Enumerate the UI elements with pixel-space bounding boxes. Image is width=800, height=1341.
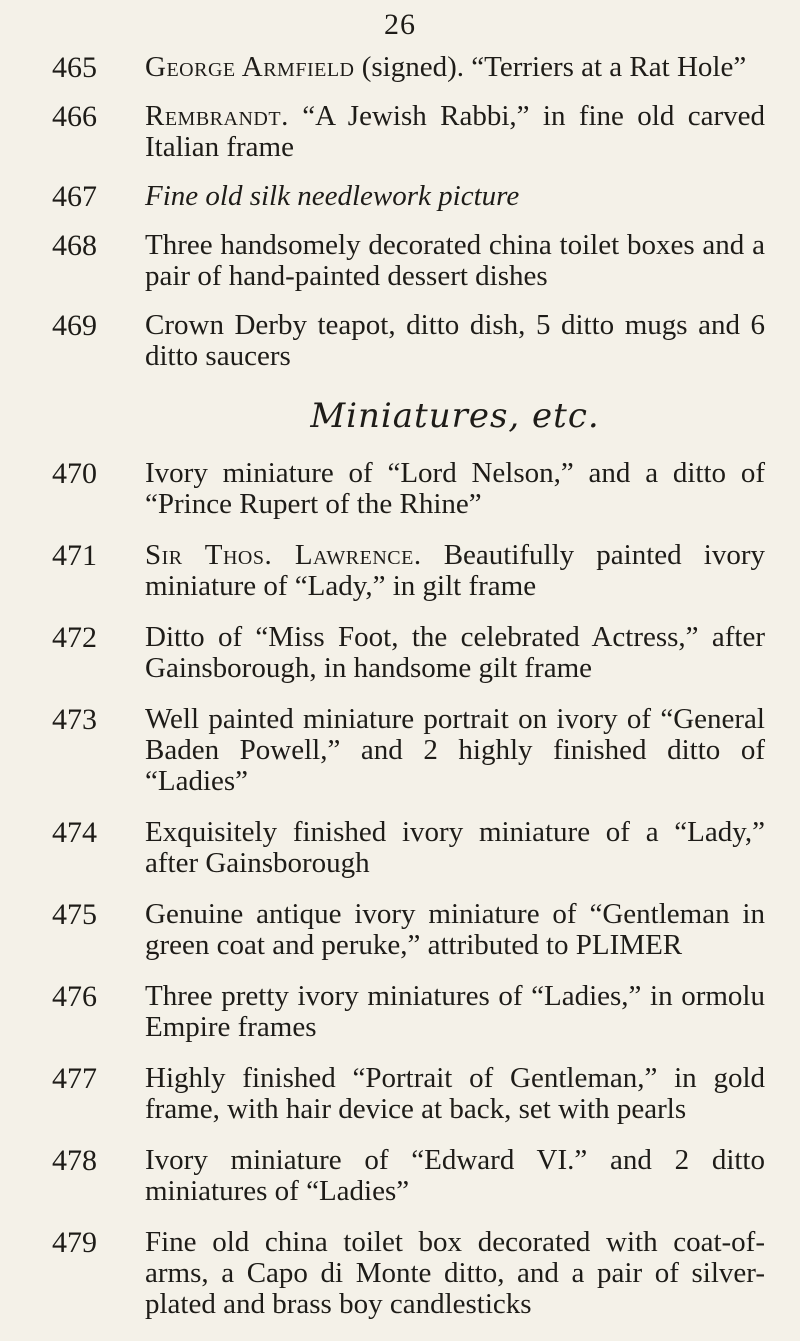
lot-number: 475	[52, 898, 97, 931]
lot-artist: George Armfield	[145, 51, 355, 83]
lot-number: 471	[52, 539, 97, 572]
lot-number: 479	[52, 1226, 97, 1259]
lot-number: 466	[52, 100, 97, 133]
page-number: 26	[384, 8, 416, 41]
lots-group-before	[0, 52, 800, 372]
lot-text: (signed). “Terriers at a Rat Hole”	[354, 51, 747, 83]
lot-text: “A Jewish Rabbi,” in fine old carved Italian frame	[145, 100, 765, 163]
lot-entry	[0, 817, 800, 879]
lot-text: Exquisitely finished ivory miniature of a “Lady,” after Gainsborough	[145, 816, 765, 879]
lot-description	[145, 1063, 765, 1125]
lot-description	[145, 1145, 765, 1207]
lot-description	[145, 230, 765, 292]
lot-entry	[0, 1063, 800, 1125]
lots-group-after	[0, 458, 800, 1320]
lot-text: Beautifully painted ivory miniature of “Lady,” in gilt frame	[145, 539, 765, 602]
lot-description	[145, 181, 765, 212]
lot-number: 474	[52, 816, 97, 849]
lot-entry	[0, 540, 800, 602]
lot-number: 469	[52, 309, 97, 342]
lot-artist: Sir Thos. Lawrence.	[145, 539, 422, 571]
lot-entry	[0, 52, 800, 83]
lot-text: Ivory miniature of “Lord Nelson,” and a ditto of “Prince Rupert of the Rhine”	[145, 457, 765, 520]
lot-entry	[0, 181, 800, 212]
lot-text: Well painted miniature portrait on ivory of “General Baden Powell,” and 2 highly finished ditto of “Ladies”	[145, 703, 765, 797]
lot-entry	[0, 310, 800, 372]
lot-number: 470	[52, 457, 97, 490]
lot-entry	[0, 101, 800, 163]
lot-number: 472	[52, 621, 97, 654]
lot-description	[145, 1227, 765, 1320]
lot-number: 478	[52, 1144, 97, 1177]
lot-entry	[0, 981, 800, 1043]
lot-text: Crown Derby teapot, ditto dish, 5 ditto mugs and 6 ditto saucers	[145, 309, 765, 372]
lot-text: Three handsomely decorated china toilet boxes and a pair of hand-painted dessert dishes	[145, 229, 765, 292]
lot-list	[0, 52, 800, 1340]
lot-entry	[0, 1145, 800, 1207]
lot-artist: Rembrandt.	[145, 100, 289, 132]
lot-description	[145, 622, 765, 684]
lot-description	[145, 817, 765, 879]
lot-text: Three pretty ivory miniatures of “Ladies,” in ormolu Empire frames	[145, 980, 765, 1043]
lot-number: 476	[52, 980, 97, 1013]
lot-text: Genuine antique ivory miniature of “Gentleman in green coat and peruke,” attributed to PLIMER	[145, 898, 765, 961]
lot-entry	[0, 458, 800, 520]
lot-text: Fine old china toilet box decorated with coat-of-arms, a Capo di Monte ditto, and a pair of silver-plated and brass boy candlesticks	[145, 1226, 765, 1320]
lot-description	[145, 704, 765, 797]
lot-number: 467	[52, 180, 97, 213]
lot-entry	[0, 1227, 800, 1320]
lot-number: 477	[52, 1062, 97, 1095]
lot-description	[145, 101, 765, 163]
lot-number: 473	[52, 703, 97, 736]
lot-number: 465	[52, 51, 97, 84]
lot-entry	[0, 899, 800, 961]
lot-entry	[0, 622, 800, 684]
lot-description	[145, 458, 765, 520]
section-heading: Miniatures, etc.	[310, 396, 600, 436]
lot-number: 468	[52, 229, 97, 262]
lot-description	[145, 540, 765, 602]
lot-description	[145, 310, 765, 372]
lot-description	[145, 899, 765, 961]
lot-text: Ivory miniature of “Edward VI.” and 2 ditto miniatures of “Ladies”	[145, 1144, 765, 1207]
lot-description	[145, 981, 765, 1043]
lot-description	[145, 52, 765, 83]
lot-entry	[0, 230, 800, 292]
lot-text: Ditto of “Miss Foot, the celebrated Actress,” after Gainsborough, in handsome gilt frame	[145, 621, 765, 684]
lot-text: Highly finished “Portrait of Gentleman,” in gold frame, with hair device at back, set with pearls	[145, 1062, 765, 1125]
lot-text: Fine old silk needlework picture	[145, 180, 520, 212]
lot-entry	[0, 704, 800, 797]
